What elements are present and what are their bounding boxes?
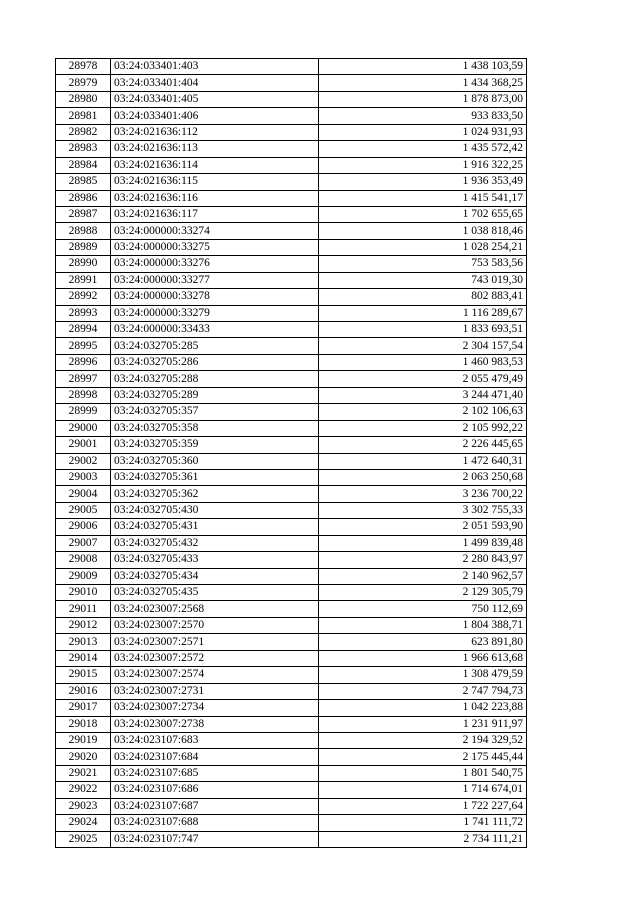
table-row [56, 157, 527, 173]
row-number: 29022 [56, 782, 111, 798]
table-row [56, 404, 527, 420]
table-row [56, 535, 527, 551]
cadastral-number: 03:24:032705:285 [111, 338, 319, 354]
table-row [56, 634, 527, 650]
row-number: 29002 [56, 453, 111, 469]
row-number: 29011 [56, 601, 111, 617]
table-row [56, 354, 527, 370]
table-row [56, 667, 527, 683]
cadastral-value: 1 415 541,17 [319, 190, 527, 206]
cadastral-value: 1 878 873,00 [319, 91, 527, 107]
cadastral-number: 03:24:033401:403 [111, 59, 319, 75]
cadastral-value: 1 042 223,88 [319, 700, 527, 716]
table-row [56, 732, 527, 748]
table-row [56, 650, 527, 666]
table-row [56, 486, 527, 502]
cadastral-value: 2 304 157,54 [319, 338, 527, 354]
cadastral-number: 03:24:032705:435 [111, 585, 319, 601]
table-row [56, 831, 527, 847]
row-number: 29024 [56, 815, 111, 831]
cadastral-number: 03:24:023007:2572 [111, 650, 319, 666]
table-row [56, 124, 527, 140]
cadastral-value: 2 105 992,22 [319, 420, 527, 436]
cadastral-number: 03:24:023007:2734 [111, 700, 319, 716]
table-row [56, 568, 527, 584]
cadastral-value: 802 883,41 [319, 289, 527, 305]
cadastral-value: 1 024 931,93 [319, 124, 527, 140]
table-row [56, 289, 527, 305]
row-number: 28993 [56, 305, 111, 321]
cadastral-number: 03:24:021636:112 [111, 124, 319, 140]
cadastral-value: 1 801 540,75 [319, 765, 527, 781]
table-row [56, 617, 527, 633]
cadastral-value: 1 472 640,31 [319, 453, 527, 469]
table-row [56, 798, 527, 814]
row-number: 29025 [56, 831, 111, 847]
row-number: 28982 [56, 124, 111, 140]
table-row [56, 601, 527, 617]
cadastral-value: 1 833 693,51 [319, 322, 527, 338]
cadastral-number: 03:24:021636:114 [111, 157, 319, 173]
cadastral-value: 2 280 843,97 [319, 552, 527, 568]
table-row [56, 683, 527, 699]
table-row [56, 469, 527, 485]
row-number: 29000 [56, 420, 111, 436]
table-row [56, 59, 527, 75]
cadastral-value: 1 435 572,42 [319, 141, 527, 157]
cadastral-value: 2 051 593,90 [319, 519, 527, 535]
cadastral-value: 1 714 674,01 [319, 782, 527, 798]
table-row [56, 782, 527, 798]
row-number: 28996 [56, 354, 111, 370]
cadastral-value: 1 702 655,65 [319, 206, 527, 222]
cadastral-number: 03:24:000000:33275 [111, 239, 319, 255]
cadastral-value: 2 063 250,68 [319, 469, 527, 485]
table-row [56, 437, 527, 453]
cadastral-value: 1 722 227,64 [319, 798, 527, 814]
row-number: 29007 [56, 535, 111, 551]
table-row [56, 338, 527, 354]
table-row [56, 765, 527, 781]
cadastral-number: 03:24:023007:2731 [111, 683, 319, 699]
row-number: 28997 [56, 371, 111, 387]
row-number: 29019 [56, 732, 111, 748]
cadastral-number: 03:24:032705:361 [111, 469, 319, 485]
cadastral-value: 1 308 479,59 [319, 667, 527, 683]
cadastral-number: 03:24:000000:33274 [111, 223, 319, 239]
cadastral-number: 03:24:023107:683 [111, 732, 319, 748]
cadastral-value: 3 236 700,22 [319, 486, 527, 502]
row-number: 28999 [56, 404, 111, 420]
table-row [56, 749, 527, 765]
cadastral-number: 03:24:023007:2570 [111, 617, 319, 633]
table-row [56, 552, 527, 568]
table-row [56, 206, 527, 222]
table-row [56, 371, 527, 387]
row-number: 28989 [56, 239, 111, 255]
row-number: 29001 [56, 437, 111, 453]
cadastral-number: 03:24:000000:33276 [111, 256, 319, 272]
table-row [56, 91, 527, 107]
cadastral-number: 03:24:023007:2571 [111, 634, 319, 650]
cadastral-number: 03:24:023107:747 [111, 831, 319, 847]
cadastral-number: 03:24:032705:357 [111, 404, 319, 420]
cadastral-value: 743 019,30 [319, 272, 527, 288]
cadastral-value: 2 140 962,57 [319, 568, 527, 584]
row-number: 29010 [56, 585, 111, 601]
cadastral-number: 03:24:000000:33279 [111, 305, 319, 321]
cadastral-number: 03:24:021636:115 [111, 174, 319, 190]
cadastral-number: 03:24:032705:434 [111, 568, 319, 584]
table-row [56, 519, 527, 535]
cadastral-number: 03:24:032705:358 [111, 420, 319, 436]
row-number: 28991 [56, 272, 111, 288]
cadastral-number: 03:24:023107:685 [111, 765, 319, 781]
cadastral-number: 03:24:021636:116 [111, 190, 319, 206]
cadastral-value: 1 438 103,59 [319, 59, 527, 75]
cadastral-value: 1 116 289,67 [319, 305, 527, 321]
row-number: 29005 [56, 502, 111, 518]
cadastral-number: 03:24:032705:431 [111, 519, 319, 535]
row-number: 29020 [56, 749, 111, 765]
cadastral-number: 03:24:032705:359 [111, 437, 319, 453]
row-number: 28980 [56, 91, 111, 107]
cadastral-value: 623 891,80 [319, 634, 527, 650]
table-row [56, 716, 527, 732]
cadastral-value: 2 102 106,63 [319, 404, 527, 420]
row-number: 29023 [56, 798, 111, 814]
row-number: 29004 [56, 486, 111, 502]
cadastral-value: 1 804 388,71 [319, 617, 527, 633]
table-body [56, 59, 527, 848]
row-number: 29012 [56, 617, 111, 633]
cadastral-value: 933 833,50 [319, 108, 527, 124]
row-number: 29015 [56, 667, 111, 683]
cadastral-value: 1 460 983,53 [319, 354, 527, 370]
cadastral-number: 03:24:032705:360 [111, 453, 319, 469]
cadastral-value: 1 966 613,68 [319, 650, 527, 666]
row-number: 29018 [56, 716, 111, 732]
row-number: 28992 [56, 289, 111, 305]
row-number: 28979 [56, 75, 111, 91]
row-number: 29008 [56, 552, 111, 568]
cadastral-number: 03:24:023007:2568 [111, 601, 319, 617]
cadastral-number: 03:24:023107:684 [111, 749, 319, 765]
cadastral-number: 03:24:033401:406 [111, 108, 319, 124]
cadastral-number: 03:24:023107:688 [111, 815, 319, 831]
row-number: 28981 [56, 108, 111, 124]
row-number: 28994 [56, 322, 111, 338]
table-row [56, 387, 527, 403]
cadastral-value: 1 434 368,25 [319, 75, 527, 91]
row-number: 28985 [56, 174, 111, 190]
row-number: 29006 [56, 519, 111, 535]
cadastral-number: 03:24:023007:2574 [111, 667, 319, 683]
cadastral-number: 03:24:000000:33277 [111, 272, 319, 288]
cadastral-number: 03:24:032705:433 [111, 552, 319, 568]
cadastral-value: 3 244 471,40 [319, 387, 527, 403]
cadastral-number: 03:24:000000:33433 [111, 322, 319, 338]
row-number: 28990 [56, 256, 111, 272]
cadastral-value: 2 226 445,65 [319, 437, 527, 453]
cadastral-value: 1 916 322,25 [319, 157, 527, 173]
cadastral-number: 03:24:032705:289 [111, 387, 319, 403]
cadastral-value: 1 028 254,21 [319, 239, 527, 255]
cadastral-value: 2 129 305,79 [319, 585, 527, 601]
table-row [56, 585, 527, 601]
cadastral-number: 03:24:023107:686 [111, 782, 319, 798]
cadastral-number: 03:24:021636:113 [111, 141, 319, 157]
row-number: 28988 [56, 223, 111, 239]
cadastral-value-table [55, 58, 527, 848]
cadastral-number: 03:24:032705:288 [111, 371, 319, 387]
cadastral-value: 3 302 755,33 [319, 502, 527, 518]
row-number: 28986 [56, 190, 111, 206]
cadastral-number: 03:24:032705:432 [111, 535, 319, 551]
table-row [56, 174, 527, 190]
table-row [56, 256, 527, 272]
cadastral-value: 2 194 329,52 [319, 732, 527, 748]
cadastral-value: 1 936 353,49 [319, 174, 527, 190]
cadastral-value: 2 055 479,49 [319, 371, 527, 387]
row-number: 28978 [56, 59, 111, 75]
row-number: 29009 [56, 568, 111, 584]
cadastral-number: 03:24:033401:404 [111, 75, 319, 91]
table-row [56, 190, 527, 206]
row-number: 29003 [56, 469, 111, 485]
cadastral-number: 03:24:023107:687 [111, 798, 319, 814]
row-number: 28984 [56, 157, 111, 173]
table-row [56, 453, 527, 469]
table-row [56, 141, 527, 157]
table-row [56, 223, 527, 239]
cadastral-value: 1 038 818,46 [319, 223, 527, 239]
cadastral-number: 03:24:021636:117 [111, 206, 319, 222]
cadastral-value: 2 175 445,44 [319, 749, 527, 765]
cadastral-number: 03:24:033401:405 [111, 91, 319, 107]
cadastral-value: 1 231 911,97 [319, 716, 527, 732]
row-number: 29017 [56, 700, 111, 716]
row-number: 28983 [56, 141, 111, 157]
cadastral-number: 03:24:032705:362 [111, 486, 319, 502]
table-row [56, 815, 527, 831]
row-number: 28987 [56, 206, 111, 222]
table-row [56, 322, 527, 338]
row-number: 28995 [56, 338, 111, 354]
cadastral-value: 750 112,69 [319, 601, 527, 617]
row-number: 29016 [56, 683, 111, 699]
row-number: 29013 [56, 634, 111, 650]
cadastral-value: 1 741 111,72 [319, 815, 527, 831]
cadastral-value: 753 583,56 [319, 256, 527, 272]
table-row [56, 305, 527, 321]
row-number: 28998 [56, 387, 111, 403]
cadastral-number: 03:24:000000:33278 [111, 289, 319, 305]
cadastral-number: 03:24:032705:430 [111, 502, 319, 518]
row-number: 29021 [56, 765, 111, 781]
table-row [56, 420, 527, 436]
table-row [56, 700, 527, 716]
cadastral-value: 2 747 794,73 [319, 683, 527, 699]
cadastral-value: 1 499 839,48 [319, 535, 527, 551]
table-row [56, 502, 527, 518]
table-row [56, 108, 527, 124]
row-number: 29014 [56, 650, 111, 666]
cadastral-value: 2 734 111,21 [319, 831, 527, 847]
table-row [56, 75, 527, 91]
cadastral-number: 03:24:032705:286 [111, 354, 319, 370]
table-row [56, 239, 527, 255]
cadastral-number: 03:24:023007:2738 [111, 716, 319, 732]
table-row [56, 272, 527, 288]
